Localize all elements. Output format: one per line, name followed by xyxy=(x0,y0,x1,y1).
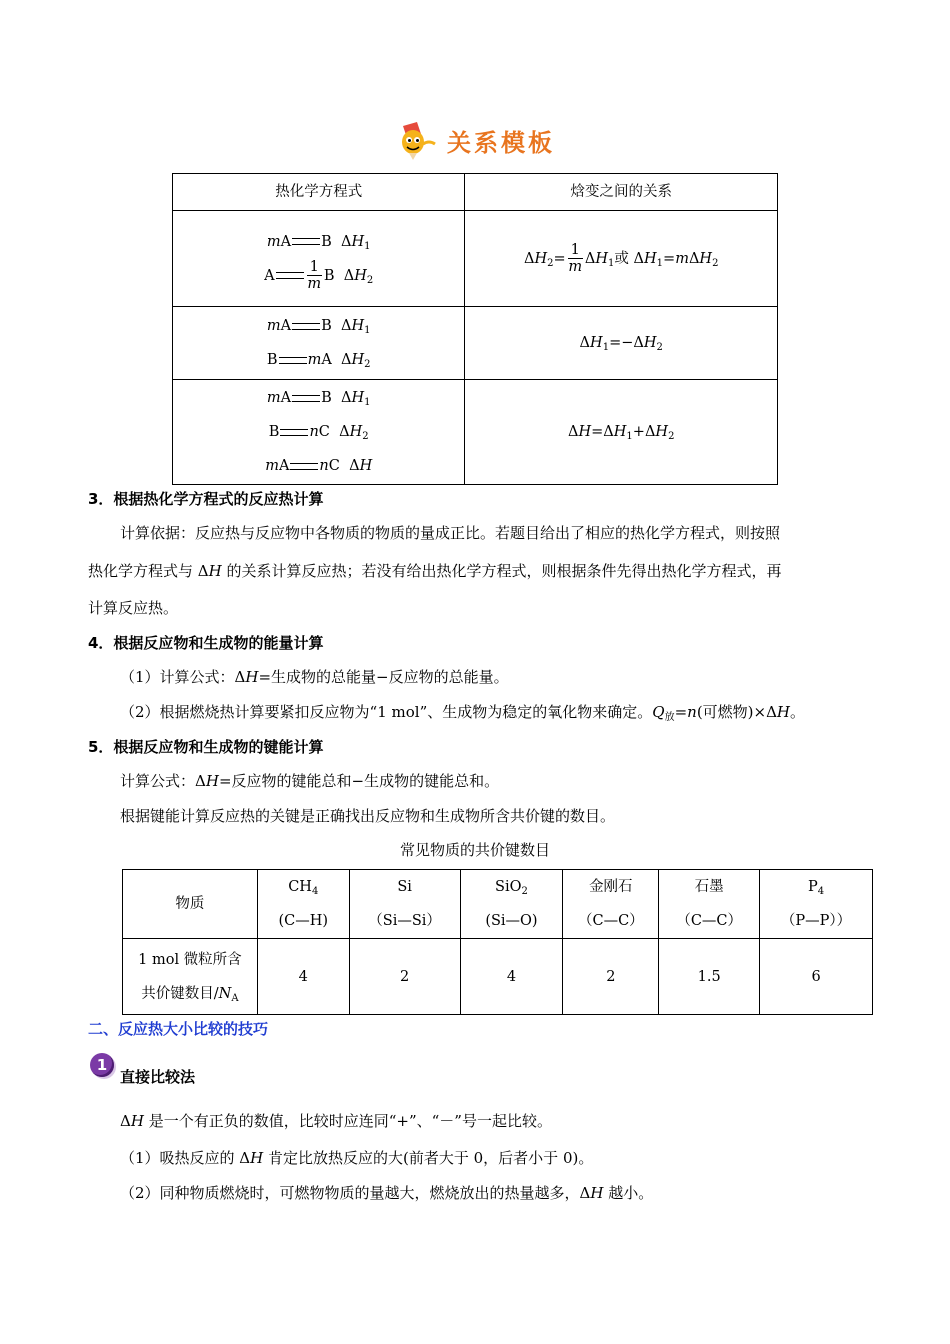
template-header xyxy=(0,118,950,162)
header-title: 关系模板 xyxy=(447,128,555,157)
relation-cell: $\Delta H=\Delta H_1+\Delta H_2$ xyxy=(465,380,778,485)
part2-line-3: （2）同种物质燃烧时，可燃物物质的量越大，燃烧放出的热量越多，ΔH 越小。 xyxy=(120,1184,654,1202)
sec5-line-1: 计算公式：ΔH=反应物的键能总和−生成物的键能总和。 xyxy=(120,772,500,790)
number-badge: 1 xyxy=(90,1053,114,1077)
table-header-relation: 焓变之间的关系 xyxy=(465,174,778,211)
sec4-line-1: （1）计算公式：ΔH=生成物的总能量−反应物的总能量。 xyxy=(120,668,509,686)
count-cell: 4 xyxy=(257,939,349,1015)
count-label-cell: 1 mol 微粒所含 共价键数目$/N_A$ xyxy=(123,939,258,1015)
substance-cell: $CH_4$ (C—H) xyxy=(257,870,349,939)
substance-header: 物质 xyxy=(123,870,258,939)
table-header-equation: 热化学方程式 xyxy=(173,174,465,211)
table-row xyxy=(173,307,778,380)
section-4-title: 4．根据反应物和生成物的能量计算 xyxy=(88,634,324,652)
substance-cell: 石墨 （C—C） xyxy=(659,870,760,939)
table-row xyxy=(123,870,873,939)
sec3-line-3: 计算反应热。 xyxy=(88,599,179,617)
count-cell: 6 xyxy=(760,939,873,1015)
bond-count-table xyxy=(122,869,873,1015)
substance-cell: 金刚石 （C—C） xyxy=(563,870,659,939)
method-title: 直接比较法 xyxy=(120,1068,196,1086)
part2-line-2: （1）吸热反应的 ΔH 肯定比放热反应的大(前者大于 0，后者小于 0)。 xyxy=(120,1149,594,1167)
part-2-title: 二、反应热大小比较的技巧 xyxy=(88,1020,269,1038)
sec5-line-2: 根据键能计算反应热的关键是正确找出反应物和生成物所含共价键的数目。 xyxy=(120,807,616,825)
pencil-mascot-icon xyxy=(395,118,441,162)
count-cell: 2 xyxy=(563,939,659,1015)
part2-line-1: ΔH 是一个有正负的数值，比较时应连同“+”、“－”号一起比较。 xyxy=(120,1112,552,1130)
bond-table-caption: 常见物质的共价键数目 xyxy=(399,841,550,859)
relation-cell: $\Delta H_1=-\Delta H_2$ xyxy=(465,307,778,380)
table-row xyxy=(173,380,778,485)
equation-cell: mA B $\Delta H_1$ B nC $\Delta H_2$ mA nC ΔH xyxy=(173,380,465,485)
count-cell: 4 xyxy=(460,939,563,1015)
equation-cell: mA B $\Delta H_1$ B mA $\Delta H_2$ xyxy=(173,307,465,380)
section-3-title: 3．根据热化学方程式的反应热计算 xyxy=(88,490,324,508)
count-cell: 2 xyxy=(349,939,460,1015)
sec4-line-2: （2）根据燃烧热计算要紧扣反应物为“1 mol”、生成物为稳定的氧化物来确定。$Q_放=n$(可燃物)×ΔH。 xyxy=(120,703,806,723)
equation-cell: mA B $\Delta H_1$ A $\frac{1}{m}$ B $\Delta H_2$ xyxy=(173,211,465,307)
table-row xyxy=(123,939,873,1015)
sec3-line-2: 热化学方程式与 ΔH 的关系计算反应热；若没有给出热化学方程式，则根据条件先得出热化学方程式，再 xyxy=(88,562,782,580)
substance-cell: Si （Si—Si） xyxy=(349,870,460,939)
substance-cell: SiO$_2$ (Si—O) xyxy=(460,870,563,939)
count-cell: 1.5 xyxy=(659,939,760,1015)
sec3-line-1: 计算依据：反应热与反应物中各物质的物质的量成正比。若题目给出了相应的热化学方程式，则按照 xyxy=(120,524,781,542)
section-5-title: 5．根据反应物和生成物的键能计算 xyxy=(88,738,324,756)
relation-cell: $\Delta H_2=$ $\frac{1}{m}$ $\Delta H_1$或 $\Delta H_1=m\Delta H_2$ xyxy=(465,211,778,307)
substance-cell: $P_4$ （P—P）） xyxy=(760,870,873,939)
relation-table xyxy=(172,173,778,485)
table-row xyxy=(173,211,778,307)
